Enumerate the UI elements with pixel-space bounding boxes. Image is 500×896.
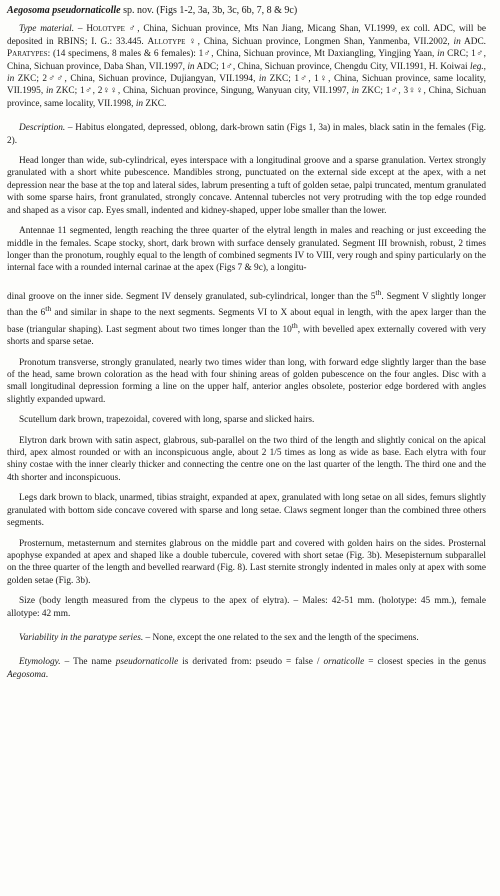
italic-leg-in: leg., in [7,61,486,85]
text-run: is derivated from: pseudo = false / [178,657,324,668]
text-run: CRC; 1♂, China, Sichuan province, Daba Shan, VII.1997, [7,49,486,72]
text-run: . Segment V slightly longer than the 6 [7,291,486,319]
description-text: – Habitus elongated, depressed, oblong, dark-brown satin (Figs 1, 3a) in males, black satin in the females (Fig. 2). [7,123,486,146]
text-run: – The name [60,657,116,668]
size-paragraph: Size (body length measured from the clypeus to the apex of elytra). – Males: 42-51 mm. (holotype: 45 mm.), female allotype: 42 mm. [7,596,486,619]
description-paragraph [7,122,486,147]
species-name: Aegosoma pseudornaticolle [7,5,121,16]
variability-text: – None, except the one related to the sex and the length of the specimens. [143,632,419,643]
variability-paragraph [7,632,486,644]
italic-in: in [258,74,267,85]
text-run: ♀, China, Sichuan province, Longmen Shan, Yanmenba, VII.2002, [185,36,454,47]
text-run: ♂, China, Sichuan province, Mts Nan Jiang, Micang Shan, VI.1999, ex coll. ADC, will be deposited in RBINS; I. G.: 33.445. [7,24,487,47]
holotype-label: Holotype [86,24,125,35]
text-run: ZKC; 1♂, 1♀, China, Sichuan province, same locality, VII.1995, [7,74,487,97]
related-epithet: ornaticolle [323,657,365,668]
etymology-label: Etymology. [19,657,61,668]
italic-in: in [45,86,54,97]
italic-in: in [187,61,195,72]
pronotum-paragraph: Pronotum transverse, strongly granulated, nearly two times wider than long, with forward edge slightly larger than the base of the head, same brown coloration as the head with four shining areas of golden pubescence on the four angles. Disc with a small longitudinal depression forming a line on the upper half, anterior angles obsolete, posterior edge bordered with angles slightly expanded upward. [7,357,486,405]
antennae-paragraph: Antennae 11 segmented, length reaching the three quarter of the elytral length in males and reaching or just exceeding the middle in the females. Scape stocky, short, dark brown with surface densely granulated. Segment III brownish, robust, 2 times longer than the pronotum, roughly equal to the length of combined segments IV to VIII, very rough and spiny particularly on the internal face with a rounded internal carinae at the apex (Figs 7 & 9c), a longitu- [7,226,486,274]
text-run: ZKC; 1♂, 3♀♀, China, Sichuan province, same locality, VII.1998, [7,86,486,109]
text-run: – [74,24,87,35]
allotype-label: Allotype [147,36,186,47]
italic-in: in [437,49,445,60]
text-run: : (14 specimens, 8 males & 6 females): 1♂, China, Sichuan province, Mt Daxiangling, Yingjing Yaan, [47,49,438,60]
variability-label: Variability in the paratype series. [19,632,144,643]
text-run: ZKC. [143,98,167,109]
italic-in: in [135,98,144,109]
text-run: ADC. [460,36,486,47]
italic-in: in [351,86,359,97]
scutellum-paragraph: Scutellum dark brown, trapezoidal, covered with long, sparse and slicked hairs. [19,415,315,426]
text-run: , with bevelled apex externally covered with very shorts and sparse setae. [7,324,486,348]
italic-in: in [453,36,461,47]
paratypes-label: Paratypes [7,49,48,60]
type-material-paragraph [7,23,486,110]
species-epithet: pseudornaticolle [115,657,179,668]
text-run: dinal groove on the inner side. Segment IV densely granulated, sub-cylindrical, longer than the 5 [7,291,376,302]
genus-name: Aegosoma [7,669,46,680]
type-material-label: Type material. [19,24,75,35]
text-run: . [45,669,49,680]
description-label: Description. [19,123,66,134]
legs-paragraph: Legs dark brown to black, unarmed, tibias straight, expanded at apex, granulated with long setae on all sides, femurs slightly granulated with bottom side concave covered with sparse and long setae. Claws segment longer than the combined three others segments. [7,493,486,529]
text-run: ZKC; 1♂, 2♀♀, China, Sichuan province, Singung, Wanyuan city, VII.1997, [53,86,352,97]
text-run: and similar in shape to the next segments. Segments VI to X about equal in length, with the apex larger than the base (triangular shaping). Last segment about two times longer than the 10 [7,308,486,335]
prosternum-paragraph: Prosternum, metasternum and sternites glabrous on the middle part and covered with golden hairs on the sides. Prosternal apophyse expanded at apex and shaped like a double tubercule, covered with short setae (Fig. 3b). Mesepisternum subparallel on the three quarter of the length and bevelled rearward (Fig. 8). Last sternite strongly indented in males only at apex with some golden setae (Fig. 3b). [7,538,486,586]
elytron-paragraph: Elytron dark brown with satin aspect, glabrous, sub-parallel on the two third of the length and slightly conical on the apical third, apex almost rounded or with an inconspicuous angle, about 2 1/5 times as long as wide as base. Each elytra with four shiny costae with the inner clearly thicker and connecting the centre one on the last quarter of the length. The third one and the 4th shorter and inconspicuous. [7,435,486,483]
antennae-continued-paragraph [7,287,486,349]
etymology-paragraph [7,656,486,681]
text-run: ADC; 1♂, China, Sichuan province, Chengdu City, VII.1991, H. Koiwai [194,61,470,72]
head-paragraph: Head longer than wide, sub-cylindrical, eyes interspace with a longitudinal groove and a sparse granulation. Vertex strongly granulated with a short white pubescence. Mandibles strong, punctuated on the external side except at the apex, with a net depression near the base at the top and lateral sides, labrum presenting a tuft of golden setae, palpi truncated, mentum granulated with some sparse hairs, front granulated, strongly concave. Antennal tubercles not very protruding with the top edge rounded and shaped as a visor cap. Eyes small, indented and kidney-shaped, upper lobe smaller than the lower. [7,156,486,216]
species-title-rest: sp. nov. (Figs 1-2, 3a, 3b, 3c, 6b, 7, 8 & 9c) [120,5,298,16]
species-title [7,5,486,17]
superscript: th [291,320,298,330]
text-run: ZKC; 2♂♂, China, Sichuan province, Dujiangyan, VII.1994, [14,74,259,85]
superscript: th [375,287,382,297]
superscript: th [45,304,52,314]
text-run: = closest species in the genus [364,657,486,668]
